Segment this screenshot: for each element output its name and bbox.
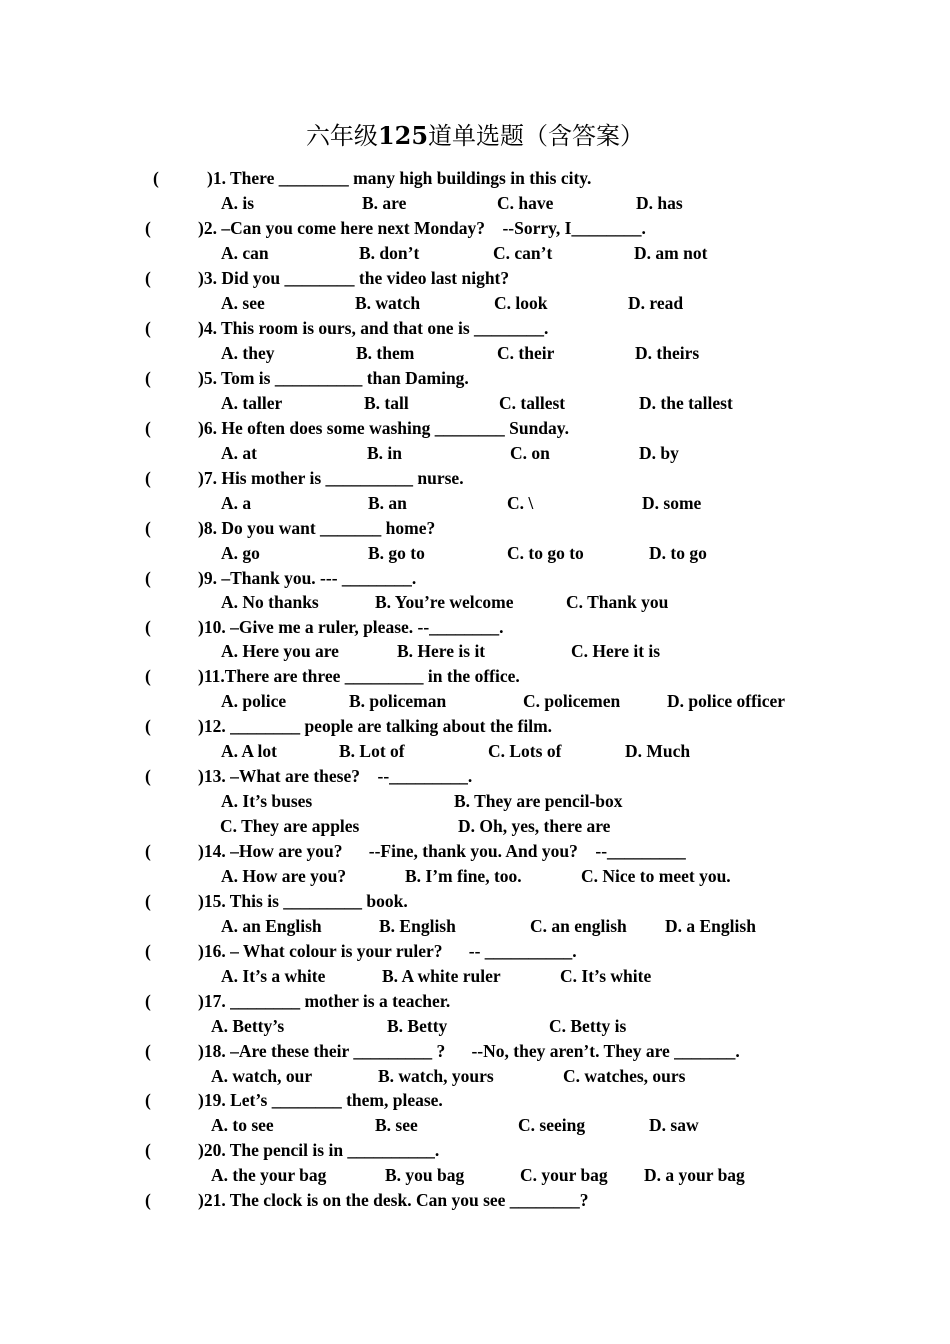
answer-option: D. police officer — [667, 691, 786, 711]
answer-option: B. A white ruler — [382, 966, 501, 986]
answer-option: A. Here you are — [221, 641, 339, 661]
answer-option: A. is — [221, 193, 255, 213]
answer-option: D. by — [639, 443, 679, 463]
answer-option: C. Thank you — [566, 592, 669, 612]
answer-option: C. their — [497, 343, 555, 363]
answer-option: C. Lots of — [488, 741, 562, 761]
answer-paren: ( — [145, 218, 151, 238]
answer-option: B. They are pencil-box — [454, 791, 623, 811]
answer-option: D. Much — [625, 741, 691, 761]
answer-option: A. they — [221, 343, 275, 363]
answer-option: B. see — [375, 1115, 418, 1135]
answer-paren: ( — [145, 418, 151, 438]
answer-paren: ( — [145, 941, 151, 961]
answer-option: C. Here it is — [571, 641, 661, 661]
answer-option: A. the your bag — [211, 1165, 327, 1185]
answer-paren: ( — [145, 716, 151, 736]
title-number: 125 — [377, 121, 429, 150]
answer-option: D. a your bag — [644, 1165, 745, 1185]
answer-option: B. You’re welcome — [375, 592, 514, 612]
answer-paren: ( — [145, 368, 151, 388]
question-stem: )8. Do you want _______ home? — [198, 518, 436, 538]
answer-paren: ( — [145, 318, 151, 338]
answer-option: A. go — [221, 543, 260, 563]
answer-paren: ( — [145, 991, 151, 1011]
answer-option: C. tallest — [499, 393, 566, 413]
answer-option: A. at — [221, 443, 257, 463]
answer-option: B. you bag — [385, 1165, 465, 1185]
page-title — [0, 116, 950, 151]
answer-option: A. see — [221, 293, 265, 313]
answer-paren: ( — [145, 766, 151, 786]
answer-option: A. A lot — [221, 741, 277, 761]
question-stem: )18. –Are these their _________ ? --No, they aren’t. They are _______. — [198, 1041, 740, 1061]
answer-paren: ( — [145, 1190, 151, 1210]
question-stem: )2. –Can you come here next Monday? --Sorry, I________. — [198, 218, 646, 238]
answer-option: C. policemen — [523, 691, 621, 711]
answer-option: A. Betty’s — [211, 1016, 285, 1036]
title-suffix: 道单选题（含答案） — [428, 122, 645, 150]
answer-option: B. in — [367, 443, 403, 463]
question-stem: )15. This is _________ book. — [198, 891, 408, 911]
answer-option: A. It’s a white — [221, 966, 326, 986]
answer-option: C. watches, ours — [563, 1066, 686, 1086]
answer-option: C. have — [497, 193, 554, 213]
answer-option: B. policeman — [349, 691, 447, 711]
answer-option: C. Nice to meet you. — [581, 866, 731, 886]
answer-option: A. police — [221, 691, 287, 711]
answer-option: D. a English — [665, 916, 756, 936]
answer-paren: ( — [145, 268, 151, 288]
question-stem: )13. –What are these? --_________. — [198, 766, 473, 786]
question-stem: )17. ________ mother is a teacher. — [198, 991, 451, 1011]
answer-option: A. No thanks — [221, 592, 319, 612]
question-stem: )4. This room is ours, and that one is ________. — [198, 318, 549, 338]
answer-option: A. How are you? — [221, 866, 347, 886]
answer-option: B. don’t — [359, 243, 420, 263]
answer-option: B. Lot of — [339, 741, 405, 761]
answer-option: D. some — [642, 493, 702, 513]
answer-paren: ( — [145, 666, 151, 686]
question-stem: )7. His mother is __________ nurse. — [198, 468, 464, 488]
answer-paren: ( — [145, 1090, 151, 1110]
answer-option: D. Oh, yes, there are — [458, 816, 611, 836]
answer-option: C. seeing — [518, 1115, 586, 1135]
answer-option: C. They are apples — [220, 816, 360, 836]
answer-paren: ( — [145, 1041, 151, 1061]
answer-option: B. go to — [368, 543, 425, 563]
answer-option: C. an english — [530, 916, 627, 936]
answer-paren: ( — [145, 518, 151, 538]
question-stem: )1. There ________ many high buildings in this city. — [207, 168, 592, 188]
answer-option: B. I’m fine, too. — [405, 866, 522, 886]
answer-paren: ( — [145, 891, 151, 911]
answer-paren: ( — [145, 841, 151, 861]
answer-option: D. am not — [634, 243, 708, 263]
answer-option: A. an English — [221, 916, 322, 936]
answer-option: A. to see — [211, 1115, 274, 1135]
answer-option: A. watch, our — [211, 1066, 313, 1086]
title-prefix: 六年级 — [305, 122, 378, 150]
answer-paren: ( — [145, 468, 151, 488]
question-stem: )5. Tom is __________ than Daming. — [198, 368, 469, 388]
answer-option: B. are — [362, 193, 407, 213]
answer-option: A. can — [221, 243, 269, 263]
answer-option: D. the tallest — [639, 393, 733, 413]
answer-option: C. your bag — [520, 1165, 608, 1185]
answer-option: D. has — [636, 193, 683, 213]
question-stem: )12. ________ people are talking about the film. — [198, 716, 553, 736]
question-stem: )3. Did you ________ the video last night? — [198, 268, 510, 288]
question-stem: )14. –How are you? --Fine, thank you. And you? --_________ — [198, 841, 686, 861]
answer-option: B. watch — [355, 293, 421, 313]
answer-option: B. watch, yours — [378, 1066, 494, 1086]
question-stem: )9. –Thank you. --- ________. — [198, 568, 417, 588]
question-stem: )19. Let’s ________ them, please. — [198, 1090, 443, 1110]
answer-option: B. an — [368, 493, 407, 513]
answer-option: B. them — [356, 343, 415, 363]
answer-option: D. theirs — [635, 343, 700, 363]
answer-option: A. taller — [221, 393, 283, 413]
answer-paren: ( — [153, 168, 159, 188]
answer-option: C. Betty is — [549, 1016, 627, 1036]
answer-option: B. tall — [364, 393, 409, 413]
answer-option: D. read — [628, 293, 684, 313]
question-stem: )21. The clock is on the desk. Can you see ________? — [198, 1190, 589, 1210]
answer-option: C. \ — [507, 493, 534, 513]
answer-option: D. to go — [649, 543, 707, 563]
answer-option: A. a — [221, 493, 252, 513]
answer-paren: ( — [145, 1140, 151, 1160]
question-stem: )16. – What colour is your ruler? -- __________. — [198, 941, 577, 961]
answer-option: B. Betty — [387, 1016, 448, 1036]
question-stem: )10. –Give me a ruler, please. --________. — [198, 617, 504, 637]
question-stem: )6. He often does some washing ________ Sunday. — [198, 418, 569, 438]
answer-option: C. look — [494, 293, 548, 313]
question-stem: )11.There are three _________ in the office. — [198, 666, 520, 686]
answer-option: C. to go to — [507, 543, 584, 563]
answer-option: C. It’s white — [560, 966, 652, 986]
answer-option: D. saw — [649, 1115, 699, 1135]
answer-option: B. Here is it — [397, 641, 486, 661]
answer-option: A. It’s buses — [221, 791, 313, 811]
answer-paren: ( — [145, 568, 151, 588]
question-stem: )20. The pencil is in __________. — [198, 1140, 440, 1160]
answer-paren: ( — [145, 617, 151, 637]
answer-option: C. on — [510, 443, 550, 463]
answer-option: C. can’t — [493, 243, 553, 263]
answer-option: B. English — [379, 916, 456, 936]
